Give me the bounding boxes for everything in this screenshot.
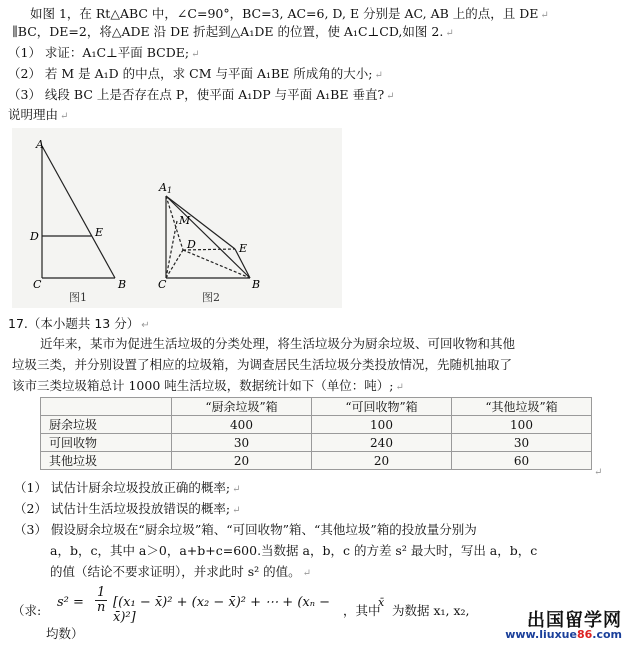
table-header-cell: “厨余垃圾”箱 [172, 398, 312, 416]
table-cell: 60 [452, 452, 592, 470]
problem16-question-2: （2） 若 M 是 A₁D 的中点，求 CM 与平面 A₁BE 所成角的大小; ↵ [8, 66, 383, 81]
site-watermark [478, 606, 628, 642]
fig1-label-A: A [36, 138, 44, 151]
table-row-header: 可回收物 [41, 434, 172, 452]
watermark-brand: 出国留学网 [527, 610, 622, 631]
table-end-mark: ↵ [594, 467, 603, 478]
problem17-question-2: （2） 试估计生活垃圾投放错误的概率; ↵ [14, 501, 241, 516]
table-cell: 400 [172, 416, 312, 434]
hint-suffix: ，其中 [343, 603, 381, 618]
watermark-url: www.liuxue86.com [505, 628, 622, 641]
waste-data-table [40, 397, 592, 470]
formula-fraction [95, 586, 107, 615]
problem17-para-1: 近年来，某市为促进生活垃圾的分类处理，将生活垃圾分为厨余垃圾、可回收物和其他 [40, 336, 516, 351]
fig1-caption: 图1 [69, 291, 87, 304]
table-cell: 240 [312, 434, 452, 452]
table-cell: 30 [172, 434, 312, 452]
fig2-label-E: E [239, 242, 248, 255]
table-row [41, 416, 592, 434]
fig1-label-B: B [118, 278, 127, 291]
table-row [41, 434, 592, 452]
variance-formula [55, 583, 340, 625]
table-cell: 20 [312, 452, 452, 470]
problem16-line2: ∥BC，DE=2，将△ADE 沿 DE 折起到△A₁DE 的位置，使 A₁C⊥CD,如图 2. ↵ [12, 24, 454, 39]
fig1-label-C: C [33, 278, 42, 291]
fig2-label-B: B [252, 278, 261, 291]
fig2-label-A1: A1 [159, 181, 173, 195]
fraction-denominator: n [96, 600, 106, 615]
formula-body: [(x₁ − x̄)² + (x₂ − x̄)² + ⋯ + (xₙ − x̄)²] [113, 595, 331, 625]
table-header-cell [41, 398, 172, 416]
fig2-label-D: D [187, 238, 196, 251]
fig2-caption: 图2 [202, 291, 220, 304]
fraction-numerator: 1 [97, 585, 106, 600]
problem17-para-3: 该市三类垃圾箱总计 1000 吨生活垃圾，数据统计如下（单位：吨）; ↵ [12, 378, 404, 393]
problem17-question-3-line3: 的值（结论不要求证明），并求此时 s² 的值。 ↵ [50, 564, 312, 579]
geometry-figures [12, 128, 342, 308]
problem16-question-3: （3） 线段 BC 上是否存在点 P，使平面 A₁DP 与平面 A₁BE 垂直? ↵ [8, 87, 395, 102]
table-header-row [41, 398, 592, 416]
problem17-question-3-line2: a，b，c，其中 a＞0，a+b+c=600.当数据 a，b，c 的方差 s² 最大时，写出 a，b，c [50, 543, 538, 558]
table-row [41, 452, 592, 470]
hint-suffix-2: 为数据 x₁, x₂, [392, 603, 470, 618]
fig1-label-D: D [30, 230, 39, 243]
fig2-label-M: M [179, 214, 191, 227]
table-cell: 100 [452, 416, 592, 434]
problem16-question-1: （1） 求证：A₁C⊥平面 BCDE; ↵ [8, 45, 200, 60]
hint-prefix: （求: [12, 603, 42, 618]
table-header-cell: “可回收物”箱 [312, 398, 452, 416]
problem16-line1: 如图 1，在 Rt△ABC 中，∠C=90°，BC=3, AC=6, D, E 分别是 AC, AB 上的点，且 DE ↵ [30, 6, 549, 21]
table-row-header: 厨余垃圾 [41, 416, 172, 434]
table-cell: 30 [452, 434, 592, 452]
xbar-symbol: x̄ [378, 596, 385, 609]
hint-end: 均数） [46, 626, 84, 641]
problem17-question-1: （1） 试估计厨余垃圾投放正确的概率; ↵ [14, 480, 241, 495]
table-row-header: 其他垃圾 [41, 452, 172, 470]
formula-lhs: s² = [57, 595, 84, 610]
table-cell: 100 [312, 416, 452, 434]
problem16-question-3-cont: 说明理由 ↵ [8, 107, 69, 122]
problem17-para-2: 垃圾三类，并分别设置了相应的垃圾箱，为调查居民生活垃圾分类投放情况，先随机抽取了 [12, 357, 513, 372]
table-header-cell: “其他垃圾”箱 [452, 398, 592, 416]
table-cell: 20 [172, 452, 312, 470]
fig1-label-E: E [95, 226, 104, 239]
fig2-label-C: C [158, 278, 167, 291]
problem17-header: 17.（本小题共 13 分） ↵ [8, 316, 150, 331]
problem17-question-3: （3） 假设厨余垃圾在“厨余垃圾”箱、“可回收物”箱、“其他垃圾”箱的投放量分别为 [14, 522, 477, 537]
